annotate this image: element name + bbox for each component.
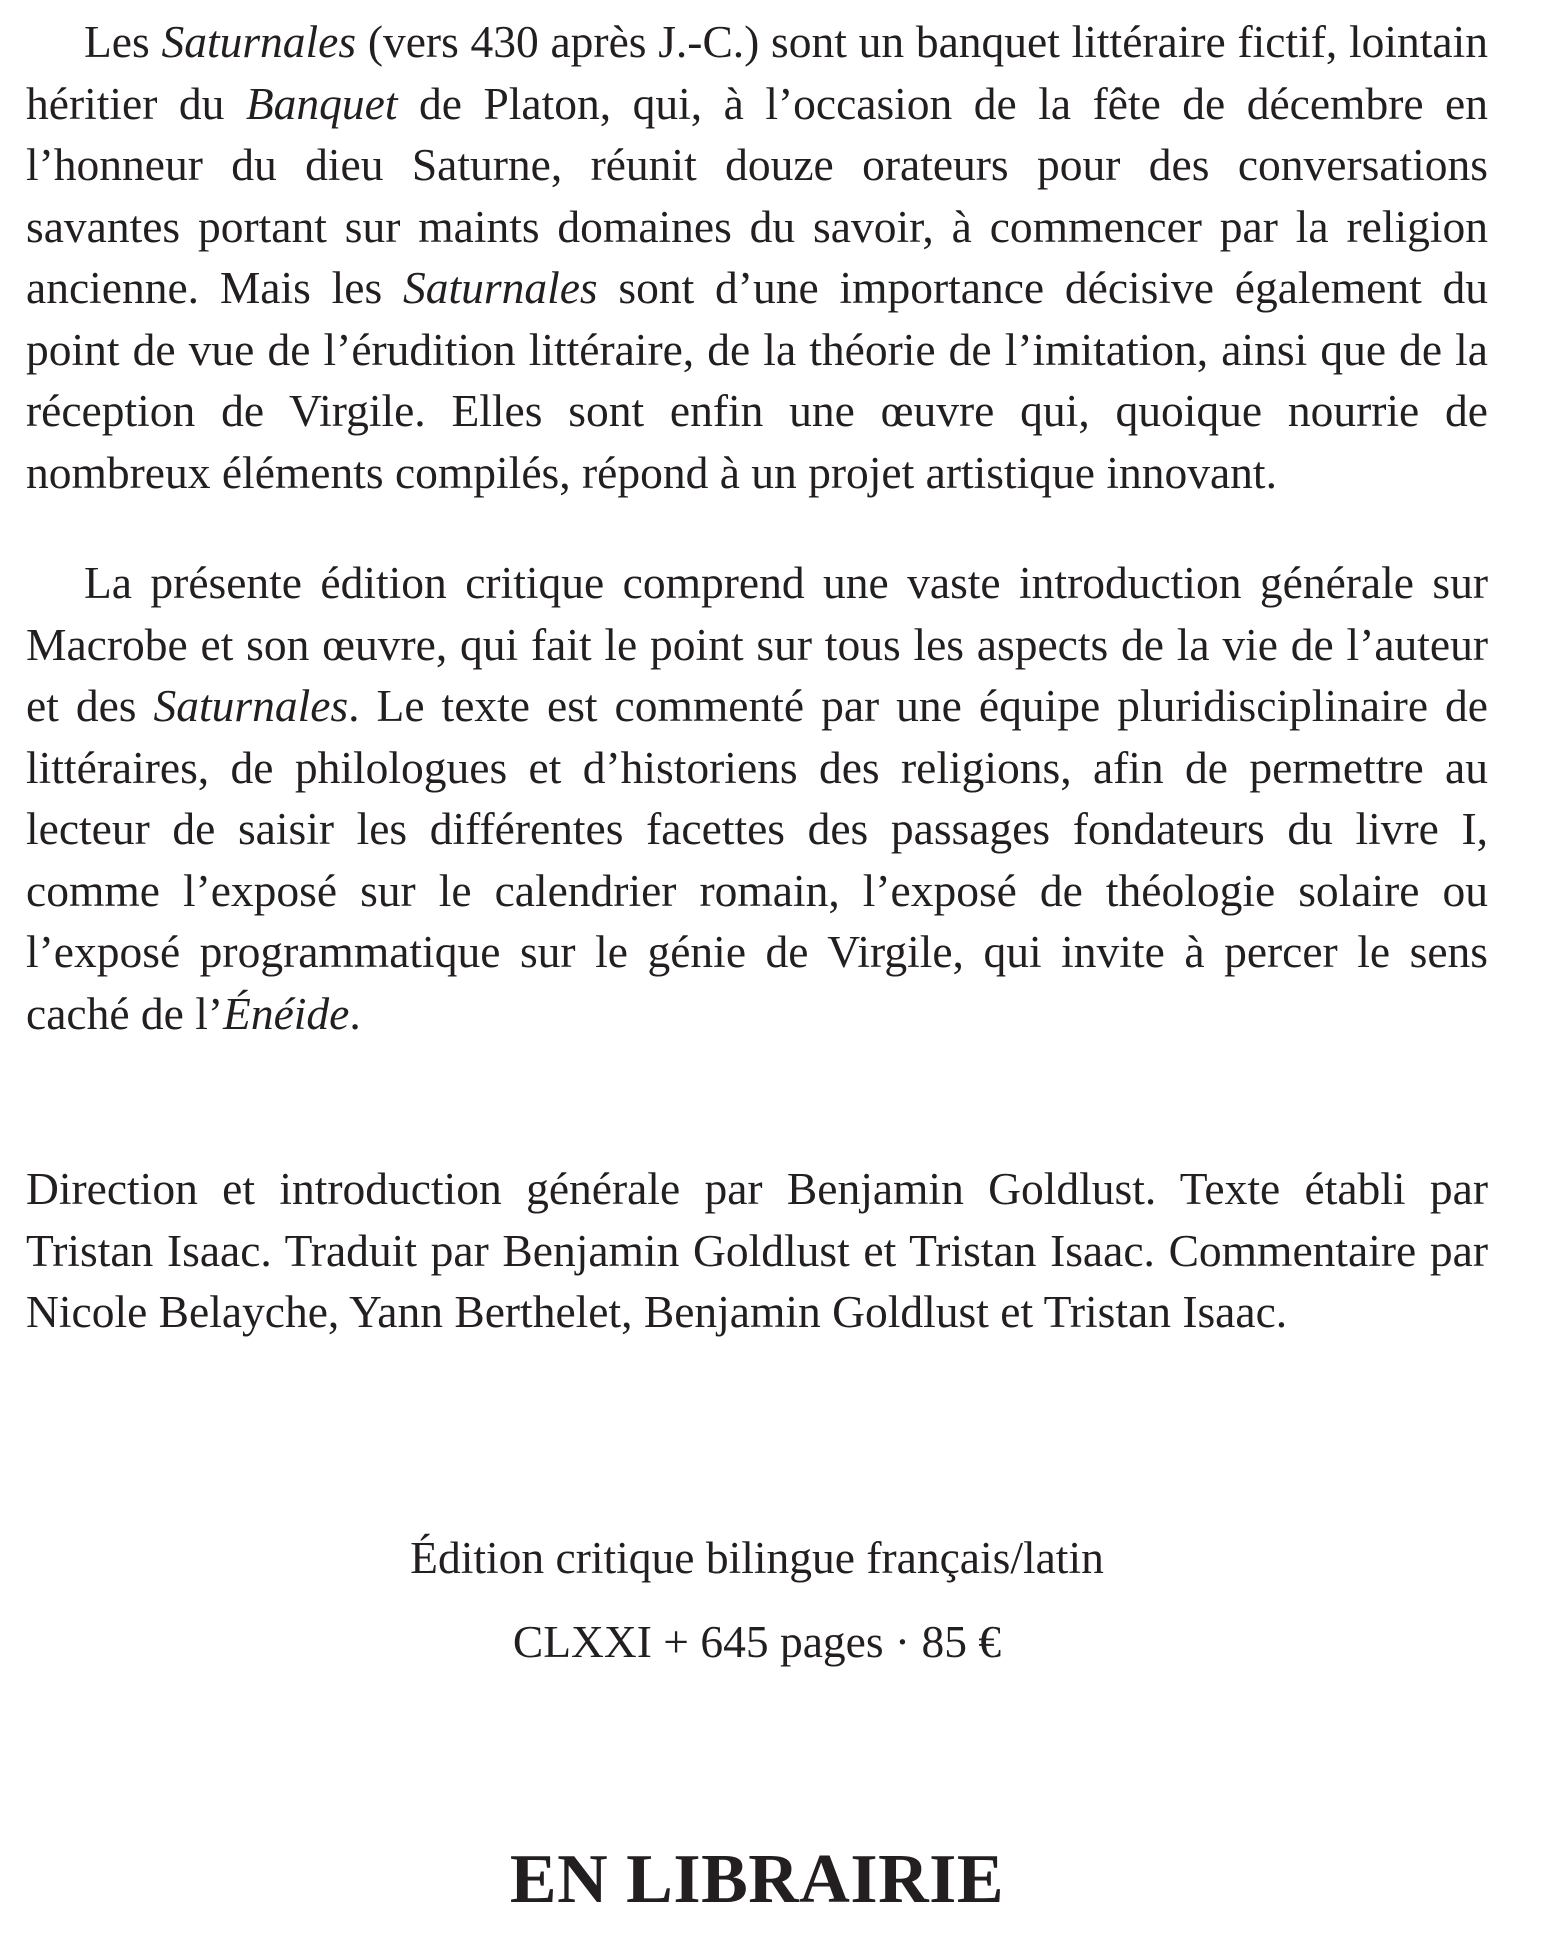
title-eneide: Énéide (223, 987, 350, 1039)
edition-line: Édition critique bilingue français/latin (410, 1532, 1104, 1583)
text-run: La présente édition critique comprend une vaste introduction générale sur Macrobe et son œuvre, qui fait le point sur tous les aspects de la vie de l’auteur et des (26, 557, 1488, 731)
title-saturnales: Saturnales (161, 16, 357, 67)
title-banquet: Banquet (245, 77, 398, 129)
title-saturnales: Saturnales (153, 680, 349, 731)
credits-paragraph: Direction et introduction générale par Benjamin Goldlust. Texte établi par Tristan Isaac. Traduit par Benjamin Goldlust et Tristan Isaac. Commentaire par Nicole Belayche, Yann Berthelet, Benjamin Goldlust et Tristan Isaac. (26, 1163, 1488, 1337)
text-run: Les (84, 16, 162, 67)
text-run: . Le texte est commenté par une équipe pluridisciplinaire de littéraires, de philologues et d’historiens des religions, afin de permettre au lecteur de saisir les différentes facettes des passages fondateurs du livre I, comme l’exposé sur le calendrier romain, l’exposé de théologie solaire ou l’exposé programmatique sur le génie de Virgile, qui invite à percer le sens caché de l’ (26, 680, 1488, 1039)
text-run: (vers 430 après J.-C.) sont un banquet littéraire fictif, lointain héritier du (26, 16, 1488, 129)
edition-paragraph (26, 552, 1488, 1044)
call-to-action-heading: EN LIBRAIRIE (509, 1841, 1005, 1918)
title-saturnales: Saturnales (402, 262, 598, 313)
text-run: de Platon, qui, à l’occasion de la fête de décembre en l’honneur du dieu Saturne, réunit douze orateurs pour des conversations savantes portant sur maints domaines du savoir, à commencer par la religion ancienne. Mais les (26, 77, 1488, 313)
text-run: . (349, 987, 361, 1039)
pages-price-line: CLXXI + 645 pages · 85 € (512, 1616, 1002, 1667)
text-run: sont d’une importance décisive également du point de vue de l’érudition littéraire, de la théorie de l’imitation, ainsi que de la réception de Virgile. Elles sont enfin une œuvre qui, quoique nourrie de nombreux éléments compilés, répond à un projet artistique innovant. (26, 262, 1488, 498)
description-paragraph (26, 11, 1488, 503)
page (26, 0, 1488, 1936)
